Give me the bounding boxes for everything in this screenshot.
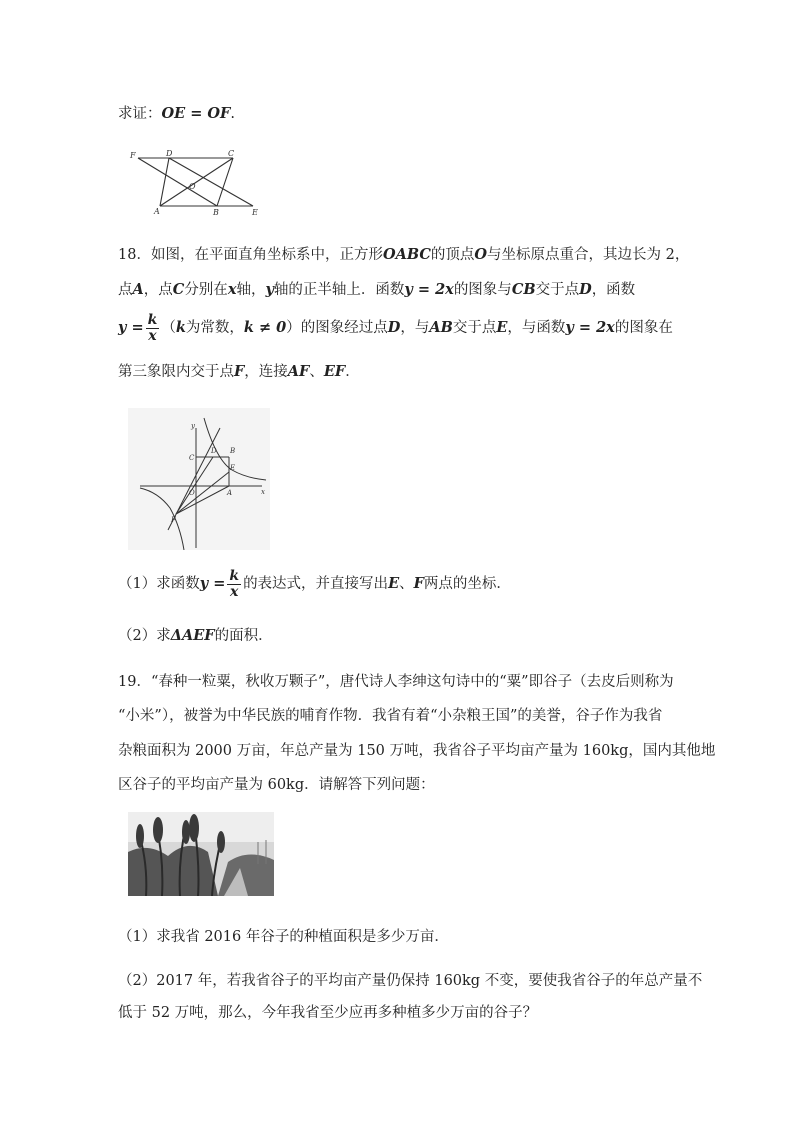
label-D: D (166, 149, 173, 158)
math-D: D (579, 281, 592, 298)
label-D: D (211, 447, 217, 455)
text: 第三象限内交于点 (118, 364, 234, 380)
q18-part-2 (118, 626, 273, 646)
text: ，连接 (244, 364, 288, 380)
text: （2）求 (118, 628, 171, 644)
label-O: O (189, 489, 195, 497)
frac-num: k (147, 311, 158, 328)
q19-part-2-line-2: 低于 52 万吨，那么，今年我省至少应再多种植多少万亩的谷子？ (118, 1005, 538, 1021)
text: ，点 (143, 282, 173, 298)
text: ）的图象经过点 (286, 320, 388, 336)
label-E: E (252, 208, 258, 216)
math-y-2x: y = 2x (404, 281, 454, 298)
label-B: B (213, 208, 219, 216)
math-A: A (132, 281, 144, 298)
math-y: y (265, 281, 274, 298)
text: ． (345, 364, 360, 380)
text: 交于点 (535, 282, 580, 298)
fraction-k-over-x (146, 313, 160, 344)
text: 、 (309, 364, 324, 380)
math-E: E (496, 319, 508, 336)
q19-line-3: 杂粮面积为 2000 万亩，年总产量为 150 万吨，我省谷子平均亩产量为 160kg，国内其他地 (118, 743, 716, 759)
q19-part-1: （1）求我省 2016 年谷子的种植面积是多少万亩． (118, 929, 449, 945)
math-CB: CB (511, 281, 536, 298)
math-C: C (172, 281, 185, 298)
q19-line-2: “小米”），被誉为中华民族的哺育作物．我省有着“小杂粮王国”的美誉，谷子作为我省 (118, 708, 663, 724)
prove-end: . (230, 106, 235, 122)
math-y-eq: y = (118, 319, 144, 336)
label-E: E (230, 464, 236, 472)
prove-prefix: 求证： (118, 106, 162, 122)
math-x: x (227, 281, 237, 298)
label-B: B (230, 447, 236, 455)
frac-num: k (229, 567, 240, 584)
frac-den: x (148, 327, 157, 344)
math-O: O (474, 246, 488, 263)
text: 的面积． (214, 628, 273, 644)
q18-line-1 (118, 245, 689, 265)
math-y-eq: y = (199, 575, 226, 592)
q19-line-1: 19．“春种一粒粟，秋收万颗子”，唐代诗人李绅这句诗中的“粟”即谷子（去皮后则称为 (118, 674, 674, 690)
q18-figure (128, 408, 270, 550)
q18-part-1 (118, 567, 511, 601)
math-F: F (234, 363, 245, 380)
fraction-k-over-x (227, 569, 241, 600)
q17-figure (120, 144, 270, 216)
frac-den: x (230, 583, 239, 600)
axis-x-label: x (261, 488, 265, 496)
math-F: F (413, 575, 424, 592)
text: ，与函数 (507, 320, 566, 336)
q18-line-3 (118, 311, 673, 345)
math-D: D (387, 319, 401, 336)
text: 的表达式，并直接写出 (243, 576, 389, 592)
text: 的图象与 (453, 282, 512, 298)
q18-line-2 (118, 280, 635, 300)
label-C: C (228, 149, 235, 158)
math-AB: AB (429, 319, 453, 336)
text: 与坐标原点重合，其边长为 2， (487, 247, 690, 263)
label-F: F (171, 516, 176, 524)
text: 的图象在 (614, 320, 673, 336)
text: （1）求函数 (118, 576, 200, 592)
text: （ (161, 320, 176, 336)
math-y-2x: y = 2x (565, 319, 615, 336)
math-EF: EF (323, 363, 346, 380)
prove-expression: OE = OF (161, 105, 231, 122)
label-A: A (154, 207, 160, 216)
axis-y-label: y (191, 422, 195, 430)
math-k: k (175, 319, 186, 336)
math-triangle-AEF: ΔAEF (170, 627, 215, 644)
millet-field-photo (128, 812, 274, 896)
label-C: C (189, 454, 195, 462)
text: 分别在 (184, 282, 228, 298)
text: 两点的坐标． (423, 576, 511, 592)
text: 为常数， (185, 320, 244, 336)
text: 的顶点 (430, 247, 475, 263)
math-k-neq-0: k ≠ 0 (243, 319, 287, 336)
text: 18．如图，在平面直角坐标系中，正方形 (118, 247, 383, 263)
math-E: E (388, 575, 400, 592)
q19-line-4: 区谷子的平均亩产量为 60kg．请解答下列问题： (118, 777, 435, 793)
text: 轴， (236, 282, 266, 298)
text: 点 (118, 282, 133, 298)
text: 轴的正半轴上．函数 (273, 282, 405, 298)
q18-line-4 (118, 362, 360, 382)
text: 交于点 (452, 320, 497, 336)
label-O: O (189, 182, 196, 191)
math-OABC: OABC (382, 246, 431, 263)
q17-prove-line (118, 104, 235, 124)
text: ，函数 (591, 282, 636, 298)
label-A: A (227, 489, 233, 497)
math-AF: AF (287, 363, 310, 380)
label-F: F (130, 151, 136, 160)
text: ，与 (400, 320, 430, 336)
text: 、 (399, 576, 414, 592)
q19-part-2-line-1: （2）2017 年，若我省谷子的平均亩产量仍保持 160kg 不变，要使我省谷子的年总产量不 (118, 973, 703, 989)
